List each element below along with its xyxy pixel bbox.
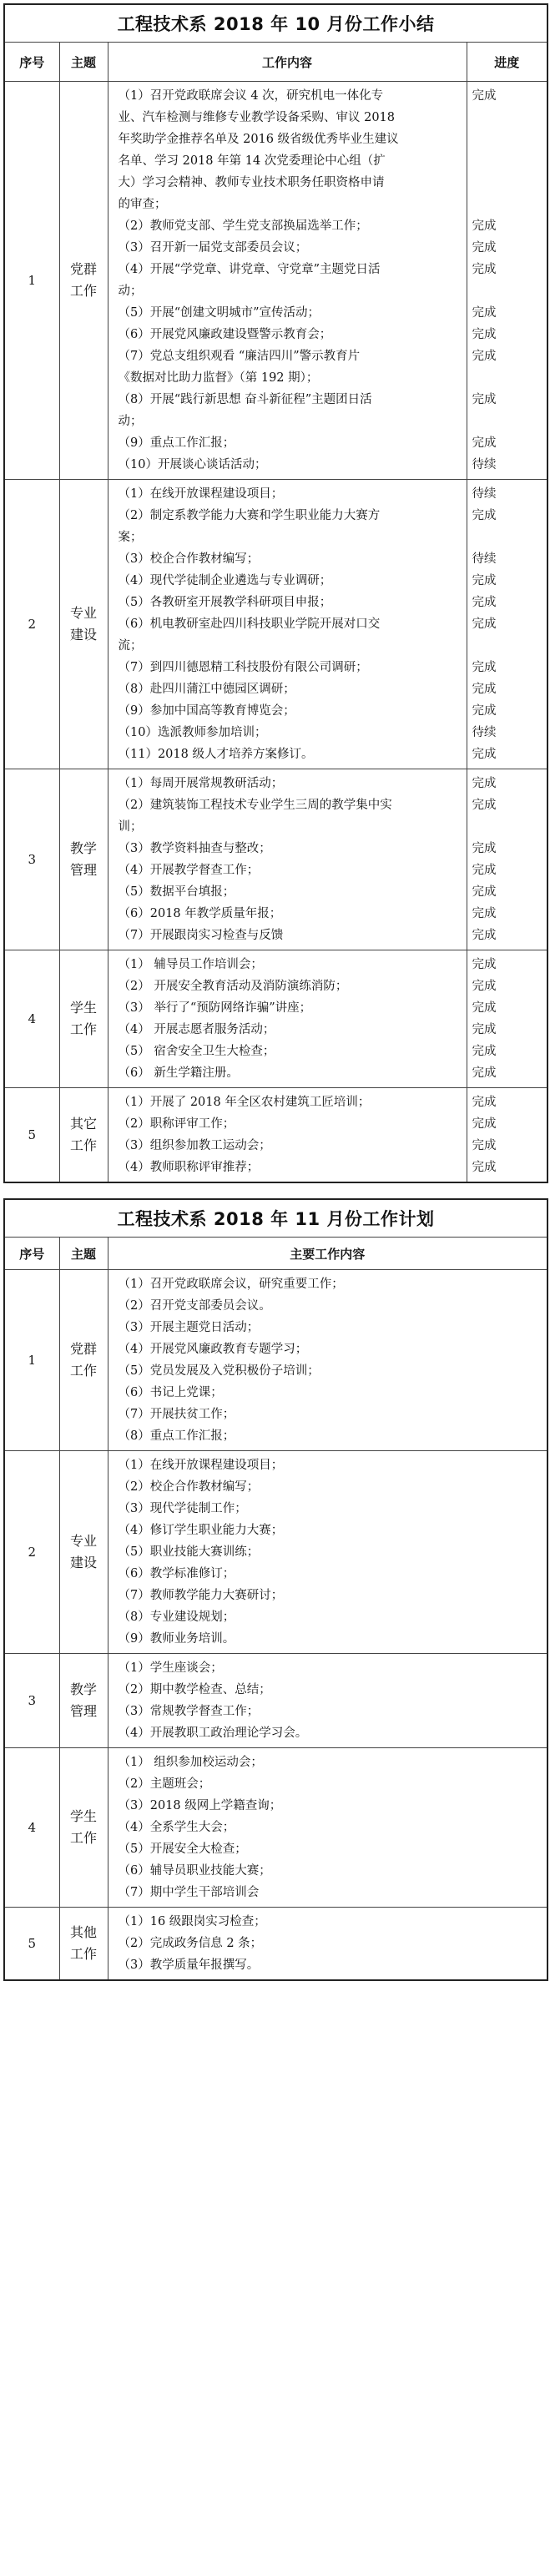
section-row: [4, 1748, 547, 1908]
content-line: （7）党总支组织观看 “廉洁四川”警示教育片: [118, 350, 361, 363]
content-line: （8）专业建设规划；: [118, 1611, 235, 1624]
section-topic-line: 工作: [69, 1830, 97, 1846]
section-content: [108, 1908, 547, 1981]
status-entry: 完成: [472, 241, 497, 255]
section-topic-line: 建设: [69, 1555, 97, 1570]
status-entry: 待续: [472, 552, 497, 566]
content-line: （10）开展谈心谈话活动；: [118, 458, 267, 471]
content-line: （6）2018 年教学质量年报；: [118, 907, 282, 920]
status-entry: 完成: [472, 885, 497, 899]
content-line: （6）开展党风廉政建设暨警示教育会；: [118, 328, 332, 341]
section-content: [108, 1748, 547, 1908]
status-entry: 完成: [472, 1161, 497, 1174]
content-line: （9）重点工作汇报；: [118, 436, 235, 450]
content-line: （4）开展“学党章、讲党章、守党章”主题党日活: [118, 263, 381, 276]
section-topic-line: 专业: [69, 1533, 97, 1549]
section-row: [4, 1088, 547, 1183]
content-line: （1）开展了 2018 年全区农村建筑工匠培训；: [118, 1096, 371, 1109]
status-entry: [472, 150, 547, 172]
status-entry: 待续: [472, 458, 497, 471]
content-line: （4）教师职称评审推荐；: [118, 1161, 260, 1174]
content-line: （1）学生座谈会；: [118, 1661, 223, 1675]
content-line: （4）开展教学督查工作；: [118, 864, 260, 877]
status-entry: [472, 107, 547, 129]
content-line: 年奖助学金推荐名单及 2016 级省级优秀毕业生建议: [118, 133, 399, 146]
content-line: （5）各教研室开展教学科研项目申报；: [118, 596, 332, 609]
content-line: （6）辅导员职业技能大赛；: [118, 1864, 271, 1878]
section-status: [467, 1088, 547, 1183]
status-entry: 完成: [472, 748, 497, 761]
content-line: （2）教师党支部、学生党支部换届选举工作；: [118, 219, 368, 233]
content-line: 业、汽车检测与维修专业教学设备采购、审议 2018: [118, 111, 396, 124]
section-seq: 5: [4, 1908, 59, 1981]
section-topic-line: 专业: [69, 605, 97, 621]
content-line: （2）制定系教学能力大赛和学生职业能力大赛方: [118, 509, 381, 522]
status-entry: 完成: [472, 509, 497, 522]
content-line: （1）召开党政联席会议，研究重要工作；: [118, 1278, 344, 1291]
section-content: [108, 950, 467, 1088]
section-status: [467, 950, 547, 1088]
plan-header-row: [4, 1238, 547, 1270]
content-line: （1）16 级跟岗实习检查；: [118, 1915, 266, 1928]
section-topic-line: 建设: [69, 627, 97, 643]
section-content: [108, 1451, 547, 1654]
section-seq: 4: [4, 950, 59, 1088]
content-line: （11）2018 级人才培养方案修订。: [118, 748, 314, 761]
status-entry: 完成: [472, 436, 497, 450]
section-topic: [59, 1748, 108, 1908]
content-line: （6）书记上党课；: [118, 1386, 223, 1399]
section-content: [108, 1270, 547, 1451]
status-entry: [472, 129, 547, 150]
content-line: （2）校企合作教材编写；: [118, 1480, 260, 1494]
content-line: （5）开展安全大检查；: [118, 1843, 247, 1856]
content-line: （3）召开新一届党支部委员会议；: [118, 241, 308, 255]
content-line: （1）每周开展常规教研活动；: [118, 777, 284, 790]
summary-header-row: [4, 43, 547, 82]
content-line: （7）教师教学能力大赛研讨；: [118, 1589, 284, 1602]
content-line: 训；: [118, 820, 143, 834]
status-entry: [472, 635, 547, 657]
status-entry: 完成: [472, 219, 497, 233]
content-line: （1） 辅导员工作培训会；: [118, 958, 263, 971]
content-line: （8）赴四川蒲江中德园区调研；: [118, 683, 295, 696]
status-entry: 完成: [472, 1066, 497, 1080]
content-line: （2）建筑装饰工程技术专业学生三周的教学集中实: [118, 799, 392, 812]
summary-body: [4, 82, 547, 1183]
status-entry: 完成: [472, 1023, 497, 1036]
section-topic-line: 教学: [69, 1681, 97, 1697]
content-line: （1） 组织参加校运动会；: [118, 1756, 263, 1769]
header-seq: 序号: [4, 43, 59, 82]
section-seq: 4: [4, 1748, 59, 1908]
content-line: （3）校企合作教材编写；: [118, 552, 260, 566]
content-line: 的审查；: [118, 198, 167, 211]
section-topic: [59, 950, 108, 1088]
table-separator: [3, 1183, 547, 1198]
status-entry: 完成: [472, 958, 497, 971]
status-entry: 完成: [472, 661, 497, 674]
content-line: （2）完成政务信息 2 条；: [118, 1937, 263, 1950]
content-line: （3） 举行了“预防网络诈骗”讲座；: [118, 1001, 312, 1015]
status-entry: 完成: [472, 842, 497, 855]
plan-header-seq: 序号: [4, 1238, 59, 1270]
status-entry: 完成: [472, 799, 497, 812]
status-entry: 完成: [472, 263, 497, 276]
content-line: （4） 开展志愿者服务活动；: [118, 1023, 275, 1036]
status-entry: 待续: [472, 726, 497, 739]
section-row: [4, 1451, 547, 1654]
section-status: [467, 82, 547, 480]
section-topic-line: 党群: [69, 1341, 97, 1357]
section-topic-line: 工作: [69, 1137, 97, 1153]
content-line: （6）机电教研室赴四川科技职业学院开展对口交: [118, 618, 381, 631]
content-line: （5）数据平台填报；: [118, 885, 235, 899]
header-topic: 主题: [59, 43, 108, 82]
section-seq: 2: [4, 1451, 59, 1654]
content-line: （9）教师业务培训。: [118, 1632, 235, 1646]
section-row: [4, 1270, 547, 1451]
header-content: 工作内容: [108, 43, 467, 82]
section-row: [4, 950, 547, 1088]
content-line: 名单、学习 2018 年第 14 次党委理论中心组（扩: [118, 154, 386, 168]
plan-table: [3, 1198, 548, 1981]
status-entry: 完成: [472, 596, 497, 609]
content-line: （5）开展“创建文明城市”宣传活动；: [118, 306, 320, 320]
plan-title-row: [4, 1199, 547, 1238]
section-row: [4, 82, 547, 480]
content-line: （4）修订学生职业能力大赛；: [118, 1524, 284, 1537]
content-line: （8）开展“践行新思想 奋斗新征程”主题团日活: [118, 393, 372, 406]
section-row: [4, 480, 547, 769]
summary-title-row: [4, 4, 547, 43]
plan-body: [4, 1270, 547, 1981]
content-line: 动；: [118, 285, 143, 298]
status-entry: [472, 527, 547, 548]
content-line: 《数据对比助力监督》（第 192 期）；: [118, 371, 319, 385]
content-line: （1）在线开放课程建设项目；: [118, 487, 284, 501]
section-topic-line: 学生: [69, 1000, 97, 1016]
section-topic-line: 党群: [69, 261, 97, 277]
section-seq: 3: [4, 1654, 59, 1748]
section-topic-line: 工作: [69, 283, 97, 299]
status-entry: 完成: [472, 393, 497, 406]
section-topic: [59, 1270, 108, 1451]
status-entry: 完成: [472, 777, 497, 790]
status-entry: 完成: [472, 1139, 497, 1152]
section-topic: [59, 1451, 108, 1654]
section-seq: 1: [4, 1270, 59, 1451]
plan-header-content: 主要工作内容: [108, 1238, 547, 1270]
status-entry: 完成: [472, 306, 497, 320]
content-line: （3）常规教学督查工作；: [118, 1705, 260, 1718]
status-entry: 完成: [472, 618, 497, 631]
section-status: [467, 480, 547, 769]
content-line: （4）开展党风廉政教育专题学习；: [118, 1343, 308, 1356]
content-line: （2）召开党支部委员会议。: [118, 1299, 271, 1313]
content-line: 案；: [118, 531, 143, 544]
section-topic: [59, 480, 108, 769]
section-status: [467, 769, 547, 950]
content-line: （9）参加中国高等教育博览会；: [118, 704, 295, 718]
summary-title: 工程技术系 2018 年 10 月份工作小结: [4, 4, 547, 43]
status-entry: 完成: [472, 1117, 497, 1131]
status-entry: 完成: [472, 864, 497, 877]
content-line: （8）重点工作汇报；: [118, 1429, 235, 1443]
content-line: （10）选派教师参加培训；: [118, 726, 267, 739]
content-line: （4）开展教职工政治理论学习会。: [118, 1727, 308, 1740]
section-topic-line: 学生: [69, 1808, 97, 1824]
content-line: （3）组织参加教工运动会；: [118, 1139, 271, 1152]
status-entry: 完成: [472, 929, 497, 942]
content-line: 动；: [118, 415, 143, 428]
status-entry: [472, 411, 547, 432]
content-line: （2） 开展安全教育活动及消防演练消防；: [118, 980, 348, 993]
status-entry: 完成: [472, 89, 497, 103]
content-line: （3）教学资料抽查与整改；: [118, 842, 271, 855]
section-topic-line: 工作: [69, 1363, 97, 1379]
content-line: （7）开展跟岗实习检查与反馈: [118, 929, 284, 942]
status-entry: 完成: [472, 1096, 497, 1109]
status-entry: 完成: [472, 704, 497, 718]
content-line: （5） 宿舍安全卫生大检查；: [118, 1045, 275, 1058]
section-topic-line: 工作: [69, 1946, 97, 1962]
content-line: （7）期中学生干部培训会: [118, 1886, 260, 1899]
section-content: [108, 1088, 467, 1183]
section-content: [108, 82, 467, 480]
content-line: （6）教学标准修订；: [118, 1567, 235, 1580]
section-topic-line: 其他: [69, 1924, 97, 1940]
section-content: [108, 480, 467, 769]
page: [3, 0, 547, 1981]
content-line: 大）学习会精神、教师专业技术职务任职资格申请: [118, 176, 385, 189]
status-entry: 完成: [472, 328, 497, 341]
content-line: （1）在线开放课程建设项目；: [118, 1459, 284, 1472]
status-entry: [472, 194, 547, 215]
section-topic: [59, 1088, 108, 1183]
section-topic: [59, 769, 108, 950]
status-entry: 完成: [472, 1045, 497, 1058]
section-content: [108, 769, 467, 950]
content-line: （5）党员发展及入党积极份子培训；: [118, 1364, 320, 1378]
content-line: （3）现代学徒制工作；: [118, 1502, 247, 1515]
section-seq: 5: [4, 1088, 59, 1183]
section-seq: 3: [4, 769, 59, 950]
section-row: [4, 769, 547, 950]
section-row: [4, 1654, 547, 1748]
section-seq: 2: [4, 480, 59, 769]
summary-table: [3, 3, 548, 1183]
content-line: （7）开展扶贫工作；: [118, 1408, 235, 1421]
status-entry: 完成: [472, 980, 497, 993]
status-entry: 完成: [472, 907, 497, 920]
section-topic-line: 工作: [69, 1021, 97, 1037]
section-seq: 1: [4, 82, 59, 480]
status-entry: 完成: [472, 1001, 497, 1015]
section-topic: [59, 1908, 108, 1981]
content-line: （7）到四川德恩精工科技股份有限公司调研；: [118, 661, 368, 674]
section-topic-line: 教学: [69, 840, 97, 856]
status-entry: 完成: [472, 683, 497, 696]
content-line: （4）全系学生大会；: [118, 1821, 235, 1834]
plan-title: 工程技术系 2018 年 11 月份工作计划: [4, 1199, 547, 1238]
section-topic: [59, 1654, 108, 1748]
status-entry: 待续: [472, 487, 497, 501]
content-line: （5）职业技能大赛训练；: [118, 1545, 260, 1559]
content-line: 流；: [118, 639, 143, 653]
status-entry: 完成: [472, 574, 497, 587]
section-content: [108, 1654, 547, 1748]
content-line: （4）现代学徒制企业遴选与专业调研；: [118, 574, 332, 587]
content-line: （2）职称评审工作；: [118, 1117, 235, 1131]
section-topic-line: 管理: [69, 862, 97, 878]
status-entry: [472, 816, 547, 838]
content-line: （3）2018 级网上学籍查询；: [118, 1799, 282, 1812]
section-topic-line: 管理: [69, 1703, 97, 1719]
content-line: （2）期中教学检查、总结；: [118, 1683, 271, 1696]
status-entry: [472, 172, 547, 194]
header-status: 进度: [467, 43, 547, 82]
status-entry: [472, 367, 547, 389]
section-topic-line: 其它: [69, 1116, 97, 1132]
content-line: （1）召开党政联席会议 4 次，研究机电一体化专: [118, 89, 384, 103]
section-row: [4, 1908, 547, 1981]
content-line: （3）教学质量年报撰写。: [118, 1958, 260, 1972]
content-line: （2）主题班会；: [118, 1777, 211, 1791]
content-line: （3）开展主题党日活动；: [118, 1321, 260, 1334]
status-entry: [472, 280, 547, 302]
content-line: （6） 新生学籍注册。: [118, 1066, 239, 1080]
status-entry: 完成: [472, 350, 497, 363]
section-topic: [59, 82, 108, 480]
plan-header-topic: 主题: [59, 1238, 108, 1270]
